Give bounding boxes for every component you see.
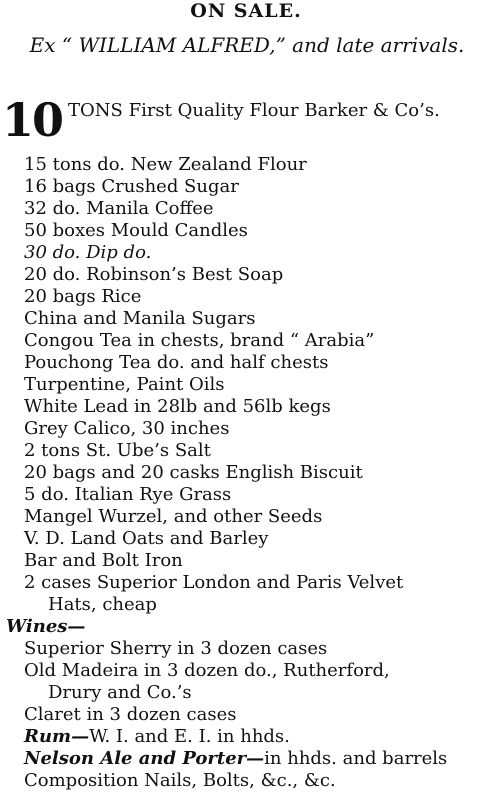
list-item: V. D. Land Oats and Barley xyxy=(24,528,269,549)
wines-label: Wines— xyxy=(6,616,86,637)
list-item: 15 tons do. New Zealand Flour xyxy=(24,154,307,175)
ale-item xyxy=(24,748,447,769)
list-item: Composition Nails, Bolts, &c., &c. xyxy=(24,770,336,791)
wine-item: Drury and Co.’s xyxy=(48,682,192,703)
list-item: 2 cases Superior London and Paris Velvet xyxy=(24,572,404,593)
list-item: Congou Tea in chests, brand “ Arabia” xyxy=(24,330,375,351)
list-item: Pouchong Tea do. and half chests xyxy=(24,352,329,373)
list-item: Turpentine, Paint Oils xyxy=(24,374,225,395)
list-item: Bar and Bolt Iron xyxy=(24,550,183,571)
list-item: Mangel Wurzel, and other Seeds xyxy=(24,506,323,527)
ad-subheading: Ex “ WILLIAM ALFRED,” and late arrivals. xyxy=(29,33,465,57)
list-item: 32 do. Manila Coffee xyxy=(24,198,214,219)
rum-text: W. I. and E. I. in hhds. xyxy=(89,726,290,747)
wine-item: Superior Sherry in 3 dozen cases xyxy=(24,638,328,659)
list-item: White Lead in 28lb and 56lb kegs xyxy=(24,396,331,417)
ad-heading: ON SALE. xyxy=(190,0,302,22)
first-item xyxy=(2,93,492,147)
list-item: China and Manila Sugars xyxy=(24,308,256,329)
list-item: Hats, cheap xyxy=(48,594,157,615)
ale-label: Nelson Ale and Porter— xyxy=(24,748,265,769)
list-item: 50 boxes Mould Candles xyxy=(24,220,248,241)
list-item: 20 bags and 20 casks English Biscuit xyxy=(24,462,363,483)
list-item: 20 do. Robinson’s Best Soap xyxy=(24,264,284,285)
list-item: 30 do. Dip do. xyxy=(24,242,152,263)
wine-item: Old Madeira in 3 dozen do., Rutherford, xyxy=(24,660,390,681)
list-item: 2 tons St. Ube’s Salt xyxy=(24,440,211,461)
dropcap-number: 10 xyxy=(2,93,63,147)
list-item: 16 bags Crushed Sugar xyxy=(24,176,239,197)
wine-item: Claret in 3 dozen cases xyxy=(24,704,237,725)
first-item-text: TONS First Quality Flour Barker & Co’s. xyxy=(68,100,440,121)
rum-label: Rum— xyxy=(24,726,90,747)
rum-item xyxy=(24,726,290,747)
list-item: 5 do. Italian Rye Grass xyxy=(24,484,232,505)
list-item: Grey Calico, 30 inches xyxy=(24,418,230,439)
ale-text: in hhds. and barrels xyxy=(264,748,448,769)
list-item: 20 bags Rice xyxy=(24,286,142,307)
